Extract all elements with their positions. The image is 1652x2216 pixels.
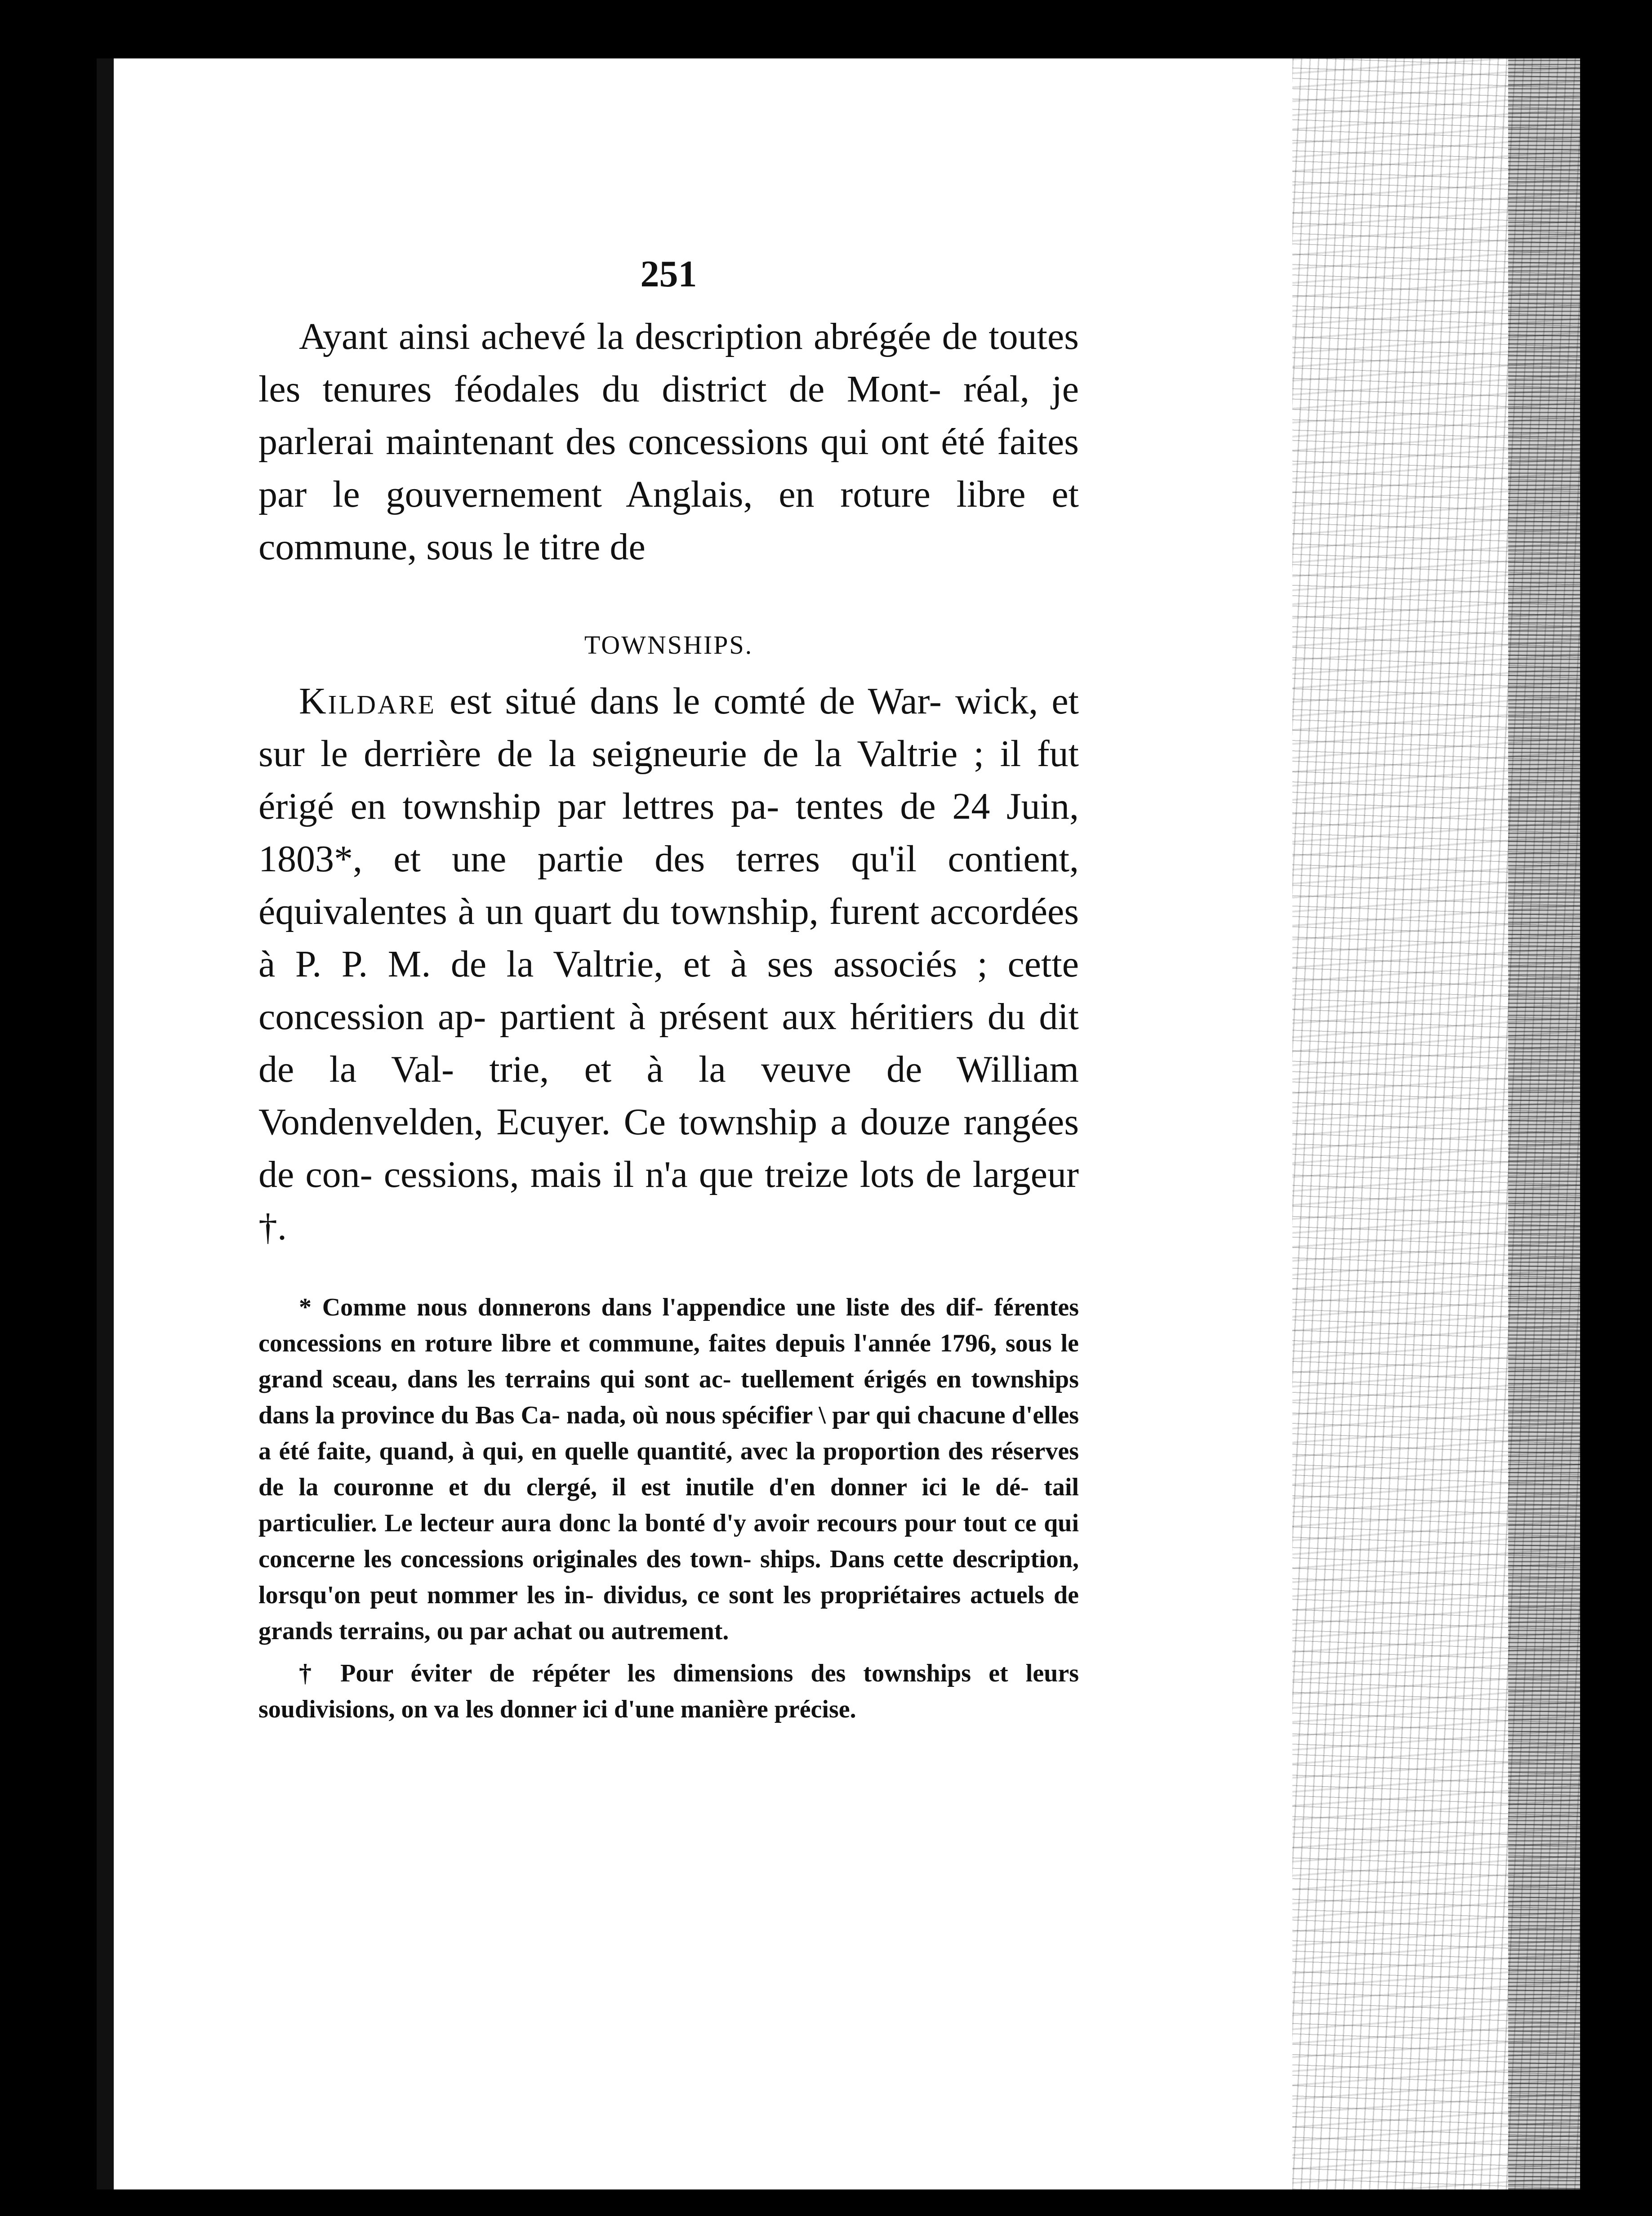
footnote-line: leurs soudivisions, on va les donner ici d'une manière précise.: [258, 1659, 1079, 1723]
footnote-line: par achat ou autrement.: [469, 1617, 729, 1645]
kildare-line: cessions, mais il n'a que treize lots de largeur †.: [258, 1154, 1079, 1248]
kildare-line: tentes de 24 Juin, 1803*, et une partie des: [258, 785, 1079, 880]
kildare-line: Valtrie, et à ses associés ; cette concession ap-: [258, 943, 1079, 1038]
footnote-line: de la couronne et du clergé, il est inutile d'en donner ici le dé-: [258, 1473, 1029, 1501]
footnote-line: * Comme nous donnerons dans l'appendice une liste des dif-: [299, 1293, 984, 1321]
township-name: Kildare: [299, 680, 436, 722]
kildare-line: Ecuyer. Ce township a douze rangées de con-: [258, 1101, 1079, 1195]
footnote-line: ships. Dans cette description, lorsqu'on peut nommer les in-: [258, 1545, 1079, 1609]
footnote-dagger: [258, 1655, 1079, 1727]
footnote-line: dividus, ce sont les propriétaires actuels de grands terrains, ou: [258, 1581, 1079, 1645]
footnote-line: nada, où nous spécifier \ par qui chacune d'elles a été faite,: [258, 1401, 1079, 1465]
kildare-line: township, furent accordées à P. P. M. de la: [258, 891, 1079, 985]
book-page: [97, 58, 1580, 2189]
footnotes: [258, 1289, 1079, 1727]
page-edge-dark: [1508, 58, 1580, 2189]
kildare-line: est situé dans le comté de War-: [450, 680, 942, 722]
page-number: 251: [640, 253, 697, 295]
footnote-line: férentes concessions en roture libre et commune, faites depuis: [258, 1293, 1079, 1357]
intro-line: roture libre et commune, sous le titre de: [258, 473, 1079, 568]
intro-line: réal, je parlerai maintenant des concessions qui: [258, 368, 1079, 463]
section-heading: TOWNSHIPS.: [584, 630, 753, 660]
kildare-paragraph: [258, 675, 1079, 1253]
kildare-line: wick, et sur le derrière de la seigneurie de la: [258, 680, 1079, 775]
kildare-line: Valtrie ; il fut érigé en township par lettres pa-: [258, 733, 1079, 827]
intro-line: ont été faites par le gouvernement Anglais, en: [258, 421, 1079, 515]
footnote-line: l'année 1796, sous le grand sceau, dans les terrains qui sont ac-: [258, 1329, 1079, 1393]
footnote-line: tuellement érigés en townships dans la province du Bas Ca-: [258, 1365, 1079, 1429]
footnote-line: † Pour éviter de répéter les dimensions des townships et: [299, 1659, 1008, 1687]
intro-paragraph: [258, 310, 1079, 573]
kildare-line: terres qu'il contient, équivalentes à un quart du: [258, 838, 1079, 932]
text-column: [258, 247, 1079, 1727]
footnote-line: tail particulier. Le lecteur aura donc la bonté d'y avoir recours: [258, 1473, 1079, 1537]
footnote-line: pour tout ce qui concerne les concessions originales des town-: [258, 1509, 1079, 1573]
intro-line: Ayant ainsi achevé la description abrégée de: [299, 316, 978, 357]
footnote-asterisk: [258, 1289, 1079, 1649]
kildare-line: partient à présent aux héritiers du dit de la Val-: [258, 996, 1079, 1090]
kildare-line: trie, et à la veuve de William Vondenvelden,: [258, 1048, 1079, 1143]
intro-line: toutes les tenures féodales du district de Mont-: [258, 316, 1079, 410]
footnote-line: quand, à qui, en quelle quantité, avec la proportion des réserves: [379, 1437, 1079, 1465]
binding-shadow: [97, 58, 114, 2189]
